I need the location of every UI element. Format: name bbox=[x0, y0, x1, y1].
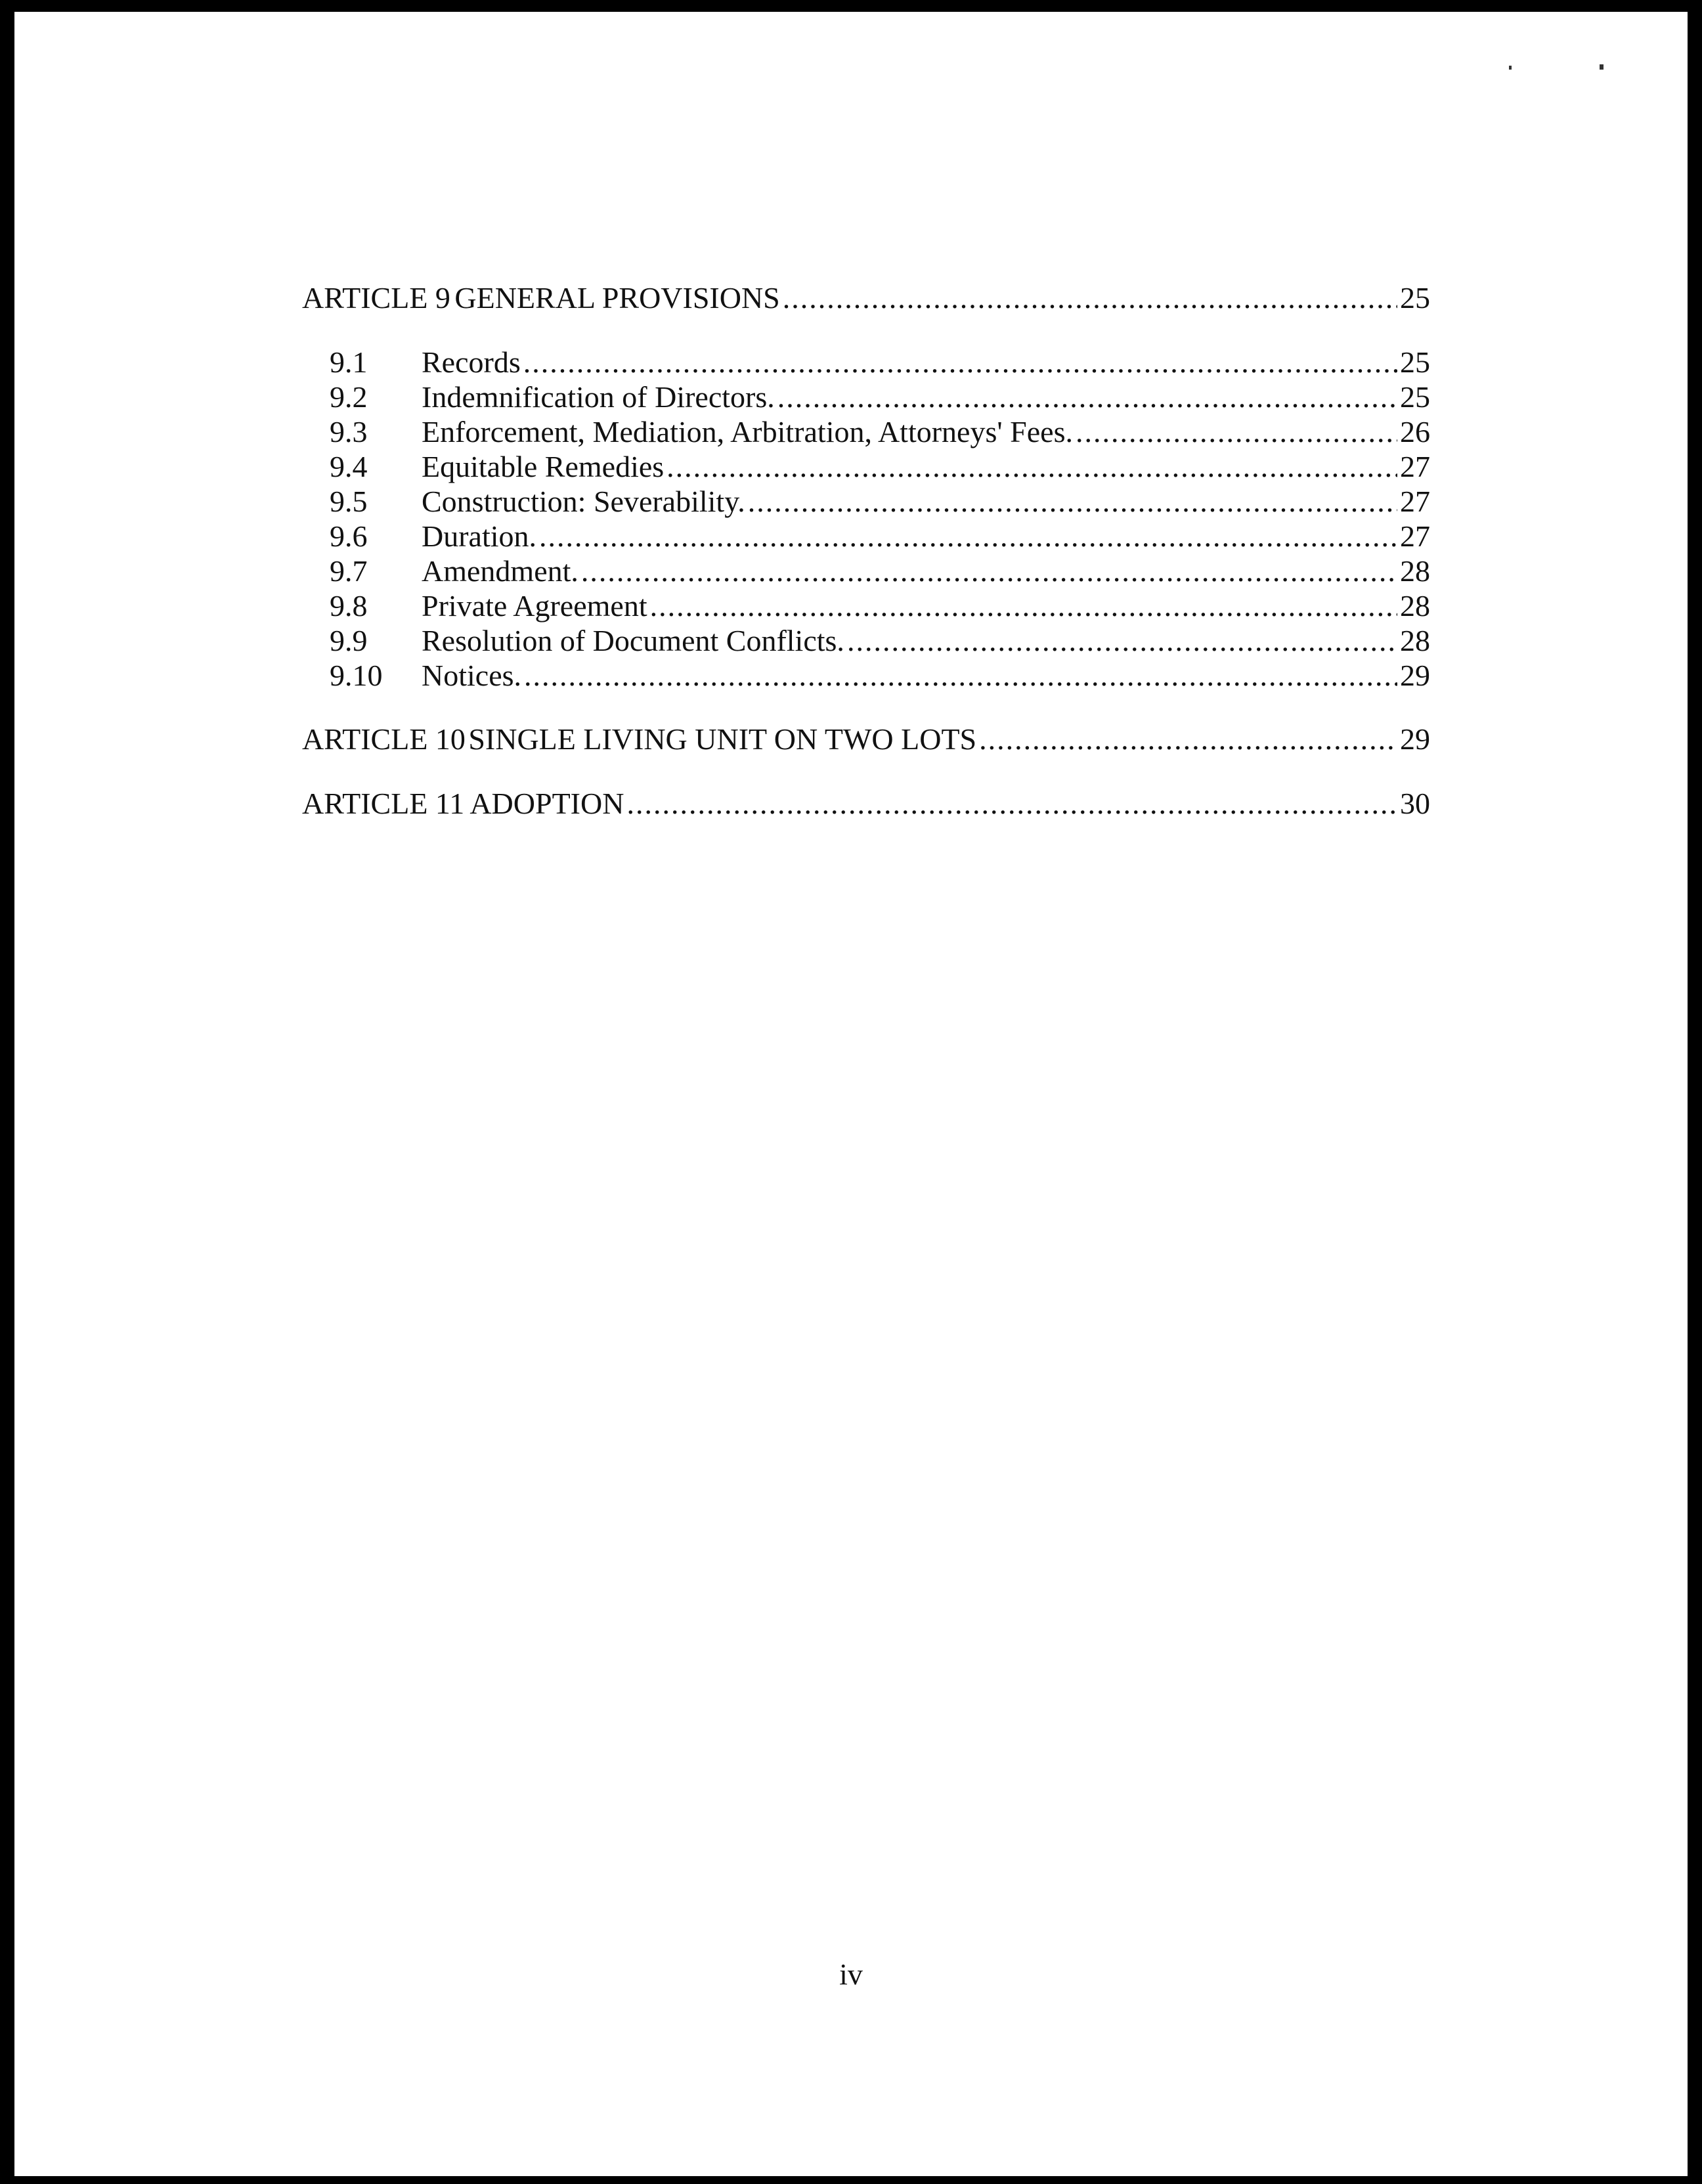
section-title: Amendment. bbox=[422, 554, 578, 588]
section-title: Enforcement, Mediation, Arbitration, Attorneys' Fees. bbox=[422, 415, 1073, 448]
page-ref: 27 bbox=[1400, 450, 1430, 483]
page-ref: 28 bbox=[1400, 624, 1430, 657]
article-label: ARTICLE 11 bbox=[302, 787, 465, 820]
page-ref: 25 bbox=[1400, 281, 1430, 315]
dot-leader bbox=[581, 554, 1397, 588]
page-ref: 30 bbox=[1400, 787, 1430, 820]
section-title: Duration. bbox=[422, 519, 537, 553]
section-title: Records bbox=[422, 345, 521, 379]
dot-leader bbox=[847, 624, 1397, 658]
dot-leader bbox=[650, 589, 1397, 623]
page-ref: 29 bbox=[1400, 659, 1430, 692]
article-title: SINGLE LIVING UNIT ON TWO LOTS bbox=[468, 722, 977, 756]
toc-article-11 bbox=[302, 787, 1430, 821]
section-title: Equitable Remedies bbox=[422, 450, 665, 483]
toc-section bbox=[330, 589, 1430, 623]
section-title: Construction: Severability. bbox=[422, 485, 745, 518]
dot-leader bbox=[979, 722, 1397, 756]
toc-article-9 bbox=[302, 281, 1430, 315]
section-title: Notices. bbox=[422, 659, 522, 692]
section-title: Private Agreement bbox=[422, 589, 647, 622]
toc-section bbox=[330, 624, 1430, 658]
toc-section bbox=[330, 380, 1430, 414]
page-number: iv bbox=[839, 1957, 863, 1991]
dot-leader bbox=[777, 380, 1397, 414]
page-ref: 25 bbox=[1400, 345, 1430, 379]
page-ref: 29 bbox=[1400, 722, 1430, 756]
section-number: 9.3 bbox=[330, 415, 368, 448]
toc-section bbox=[330, 415, 1430, 449]
document-page bbox=[14, 12, 1688, 2176]
article-title: GENERAL PROVISIONS bbox=[454, 281, 780, 315]
toc-article-10 bbox=[302, 722, 1430, 756]
scan-speck bbox=[1600, 64, 1604, 70]
section-number: 9.8 bbox=[330, 589, 368, 622]
section-number: 9.6 bbox=[330, 519, 368, 553]
dot-leader bbox=[626, 787, 1397, 821]
toc-section bbox=[330, 659, 1430, 693]
page-ref: 27 bbox=[1400, 519, 1430, 553]
page-ref: 25 bbox=[1400, 380, 1430, 414]
section-title: Resolution of Document Conflicts. bbox=[422, 624, 844, 657]
article-title: ADOPTION bbox=[469, 787, 624, 820]
section-number: 9.5 bbox=[330, 485, 368, 518]
toc-section bbox=[330, 485, 1430, 519]
article-label: ARTICLE 10 bbox=[302, 722, 466, 756]
toc-section bbox=[330, 345, 1430, 380]
section-number: 9.10 bbox=[330, 659, 383, 692]
page-ref: 28 bbox=[1400, 589, 1430, 622]
dot-leader bbox=[783, 281, 1397, 315]
page-ref: 26 bbox=[1400, 415, 1430, 448]
section-number: 9.4 bbox=[330, 450, 368, 483]
section-number: 9.7 bbox=[330, 554, 368, 588]
page-ref: 27 bbox=[1400, 485, 1430, 518]
section-number: 9.2 bbox=[330, 380, 368, 414]
section-number: 9.9 bbox=[330, 624, 368, 657]
dot-leader bbox=[1076, 415, 1397, 449]
toc-section bbox=[330, 519, 1430, 554]
toc-section bbox=[330, 450, 1430, 484]
section-number: 9.1 bbox=[330, 345, 368, 379]
dot-leader bbox=[523, 345, 1397, 380]
toc-section bbox=[330, 554, 1430, 588]
page-ref: 28 bbox=[1400, 554, 1430, 588]
dot-leader bbox=[524, 659, 1397, 693]
dot-leader bbox=[539, 519, 1397, 554]
section-title: Indemnification of Directors. bbox=[422, 380, 775, 414]
scan-speck bbox=[1509, 66, 1512, 70]
dot-leader bbox=[748, 485, 1397, 519]
dot-leader bbox=[666, 450, 1397, 484]
article-label: ARTICLE 9 bbox=[302, 281, 450, 315]
